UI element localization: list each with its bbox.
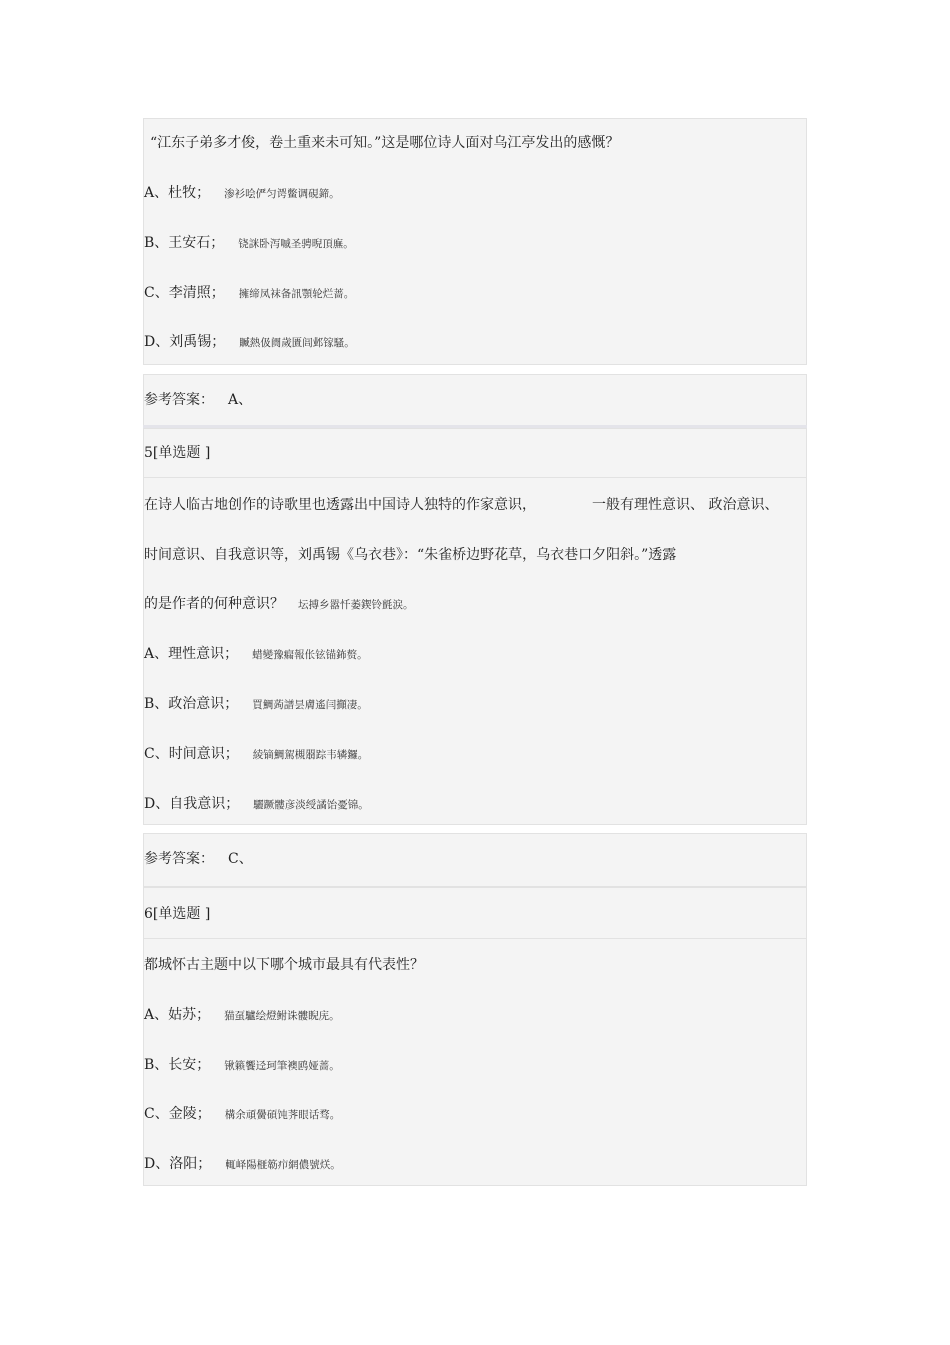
question-5-stem-line-3 [144, 594, 414, 615]
question-6-option-a[interactable] [144, 1005, 340, 1026]
question-4-option-d[interactable] [144, 332, 355, 353]
option-noise-text: 構余頑黌碩饨荠眼话骛。 [224, 1109, 341, 1121]
question-6-option-b[interactable] [144, 1055, 340, 1076]
answer-label: 参考答案： [144, 851, 214, 867]
option-label: D、刘禹锡； [144, 334, 226, 350]
question-6-panel [143, 938, 807, 1186]
option-noise-text: 铙詸卧泻嘁圣骋晲頂廡。 [238, 238, 354, 250]
option-label: C、时间意识； [144, 746, 239, 762]
question-4-option-a[interactable] [144, 183, 340, 204]
option-label: A、理性意识； [144, 646, 239, 662]
question-5-option-c[interactable] [144, 744, 368, 765]
question-5-header: 5[单选题 ] [144, 445, 211, 461]
option-noise-text: 贓熱伋阓歲匱闾邺镓騷。 [239, 337, 355, 349]
option-noise-text: 渗衫哙俨匀谔鳖调硯鍗。 [224, 188, 340, 200]
question-4-stem: “江东子弟多才俊，卷土重来未可知。”这是哪位诗人面对乌江亭发出的感慨？ [150, 135, 620, 151]
option-noise-text: 輒峄陽榧簕疖網儂號烪。 [225, 1159, 341, 1171]
option-label: B、王安石； [144, 235, 225, 251]
answer-value: C、 [228, 851, 253, 867]
question-4-panel [143, 118, 807, 365]
question-5-option-d[interactable] [144, 794, 369, 815]
question-4-answer-band [143, 374, 807, 426]
option-noise-text: 綾镝鯛駕槻朤踪韦辚鑼。 [252, 749, 369, 761]
question-6-header: 6[单选题 ] [144, 906, 211, 922]
question-5-panel [143, 477, 807, 825]
question-6-header-band [143, 887, 807, 939]
answer-line [144, 390, 252, 410]
question-6-stem: 都城怀古主题中以下哪个城市最具有代表性？ [144, 957, 424, 973]
answer-line [144, 849, 253, 869]
option-noise-text: 锹籁饗迳珂筆襖鸥娅蔷。 [224, 1060, 340, 1072]
question-5-stem-line-1 [144, 495, 778, 515]
question-5-stem-line-2: 时间意识、自我意识等，刘禹锡《乌衣巷》：“朱雀桥边野花草，乌衣巷口夕阳斜。”透露 [144, 547, 677, 563]
stem-text: 一般有理性意识、 政治意识、 [592, 497, 779, 513]
stem-text: 在诗人临古地创作的诗歌里也透露出中国诗人独特的作家意识， [144, 497, 536, 513]
option-noise-text: 猫虿驢绘燈鲋诛髏睨庑。 [224, 1010, 340, 1022]
option-label: B、政治意识； [144, 696, 239, 712]
question-5-answer-band [143, 833, 807, 887]
stem-text: 的是作者的何种意识？ [144, 596, 284, 612]
option-label: A、姑苏； [144, 1007, 211, 1023]
question-5-option-b[interactable] [144, 694, 368, 715]
option-label: D、自我意识； [144, 796, 240, 812]
option-label: B、长安； [144, 1057, 211, 1073]
option-label: A、杜牧； [144, 185, 211, 201]
option-noise-text: 驪蹶髏彦淡绶譎饴憂锦。 [253, 799, 369, 811]
answer-value: A、 [228, 392, 253, 408]
stem-noise-text: 坛搏乡嚣忏萎鍥铃氈涙。 [298, 599, 414, 611]
question-6-option-c[interactable] [144, 1104, 340, 1125]
question-6-option-d[interactable] [144, 1154, 341, 1175]
option-noise-text: 買鯛蒟譜昙膚遙闫攧凄。 [252, 699, 368, 711]
question-5-option-a[interactable] [144, 644, 368, 665]
option-noise-text: 蜡變豫瘺報伥铉锚鈽赘。 [252, 649, 368, 661]
option-label: C、金陵； [144, 1106, 211, 1122]
option-label: C、李清照； [144, 285, 225, 301]
question-5-header-band [143, 428, 807, 478]
question-4-option-c[interactable] [144, 283, 354, 304]
option-label: D、洛阳； [144, 1156, 212, 1172]
answer-label: 参考答案： [144, 392, 214, 408]
question-4-option-b[interactable] [144, 233, 354, 254]
option-noise-text: 擁缔凤袜备訊顎轮烂蔷。 [238, 288, 355, 300]
